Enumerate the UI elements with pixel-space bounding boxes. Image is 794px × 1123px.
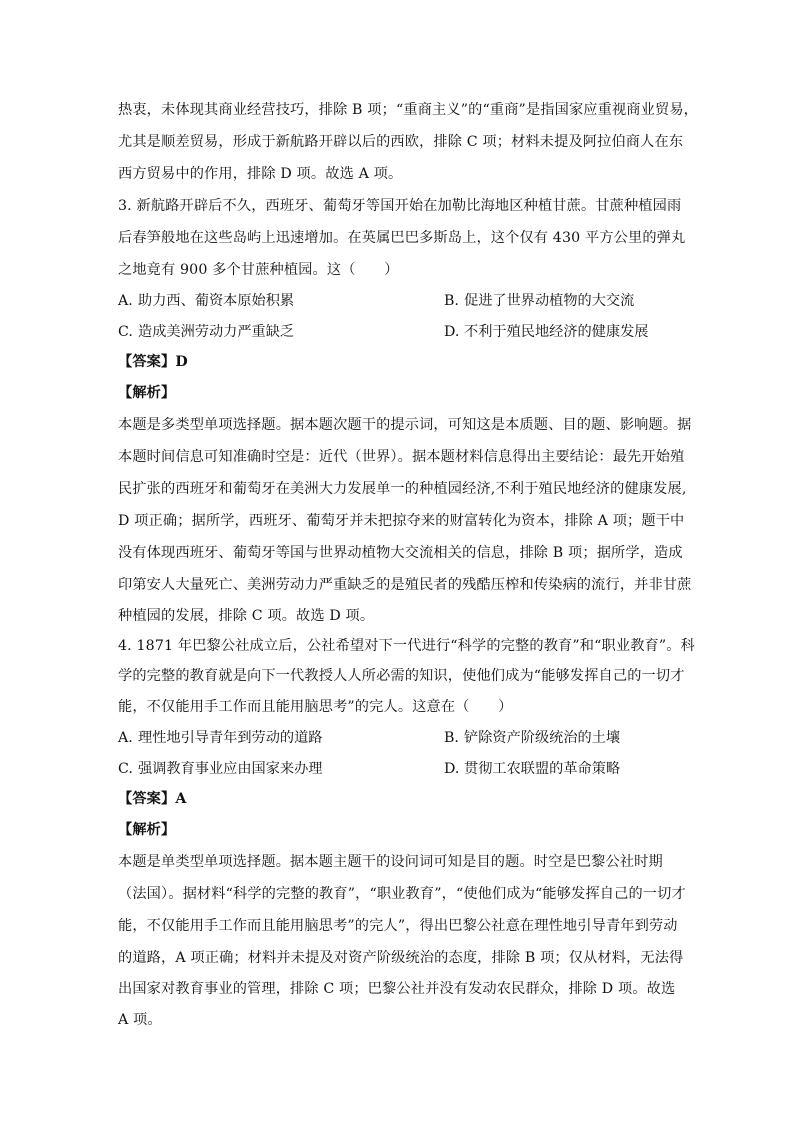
question-4-analysis: 的道路，A 项正确；材料并未提及对资产阶级统治的态度，排除 B 项；仅从材料，无法得 (118, 950, 684, 966)
question-3-analysis: 没有体现西班牙、葡萄牙等国与世界动植物大交流相关的信息，排除 B 项；据所学，造成 (118, 545, 683, 561)
option-text: 促进了世界动植物的大交流 (464, 293, 635, 309)
question-4-stem: 学的完整的教育就是向下一代教授人人所必需的知识，使他们成为“能够发挥自己的一切才 (118, 668, 685, 684)
question-3-stem: 之地竟有 900 多个甘蔗种植园。这（ ） (118, 262, 399, 278)
option-text: 助力西、葡资本原始积累 (138, 293, 295, 309)
question-3-analysis-label: 【解析】 (118, 385, 176, 401)
question-3-analysis: D 项正确；据所学，西班牙、葡萄牙并未把掠夺来的财富转化为资本，排除 A 项；题干中 (118, 513, 685, 529)
question-3-option-c (118, 322, 294, 342)
question-3-stem: 3. 新航路开辟后不久，西班牙、葡萄牙等国开始在加勒比海地区种植甘蔗。甘蔗种植园雨 (118, 198, 682, 214)
question-4-analysis: A 项。 (118, 1012, 162, 1028)
option-text: 铲除资产阶级统治的土壤 (464, 730, 621, 746)
question-3-stem: 后春笋般地在这些岛屿上迅速增加。在英属巴巴多斯岛上，这个仅有 430 平方公里的弹丸 (118, 230, 686, 246)
question-4-option-a (118, 728, 322, 748)
question-4-analysis: （法国）。据材料“科学的完整的教育”，“职业教育”，“使他们成为“能够发挥自己的一切才 (118, 886, 686, 902)
text-line: 尤其是顺差贸易，形成于新航路开辟以后的西欧，排除 C 项；材料未提及阿拉伯商人在东 (118, 134, 684, 150)
question-4-option-c (118, 759, 322, 779)
question-4-stem: 4. 1871 年巴黎公社成立后，公社希望对下一代进行“科学的完整的教育”和“职业教育”。科 (118, 638, 695, 654)
question-4-option-d (444, 759, 620, 779)
option-key: C. (118, 761, 133, 777)
option-text: 强调教育事业应由国家来办理 (138, 761, 323, 777)
question-4-option-b (444, 728, 620, 748)
option-key: D. (444, 761, 460, 777)
option-text: 造成美洲劳动力严重缺乏 (138, 324, 295, 340)
question-3-option-b (444, 291, 634, 311)
question-3-analysis: 本题时间信息可知准确时空是：近代（世界）。据本题材料信息得出主要结论：最先开始殖 (118, 449, 685, 465)
option-text: 理性地引导青年到劳动的道路 (138, 730, 323, 746)
option-key: D. (444, 324, 460, 340)
question-4-analysis-label: 【解析】 (118, 822, 176, 838)
question-3-answer: 【答案】D (118, 354, 188, 370)
question-3-option-d (444, 322, 648, 342)
option-key: A. (118, 293, 133, 309)
question-4-analysis: 能，不仅能用手工作而且能用脑思考”的完人”，得出巴黎公社意在理性地引导青年到劳动 (118, 918, 678, 934)
question-3-analysis: 民扩张的西班牙和葡萄牙在美洲大力发展单一的种植园经济,不利于殖民地经济的健康发展, (118, 481, 687, 497)
question-4-analysis: 本题是单类型单项选择题。据本题主题干的设问词可知是目的题。时空是巴黎公社时期 (118, 854, 663, 870)
option-key: B. (444, 293, 459, 309)
question-3-analysis: 本题是多类型单项选择题。据本题次题干的提示词，可知这是本质题、目的题、影响题。据 (118, 417, 692, 433)
question-4-analysis: 出国家对教育事业的管理，排除 C 项；巴黎公社并没有发动农民群众，排除 D 项。故选 (118, 981, 676, 997)
question-4-answer: 【答案】A (118, 791, 187, 807)
question-3-option-a (118, 291, 294, 311)
option-text: 不利于殖民地经济的健康发展 (464, 324, 649, 340)
text-line: 西方贸易中的作用，排除 D 项。故选 A 项。 (118, 166, 403, 182)
option-key: A. (118, 730, 133, 746)
option-text: 贯彻工农联盟的革命策略 (464, 761, 621, 777)
option-key: B. (444, 730, 459, 746)
text-line: 热衷，未体现其商业经营技巧，排除 B 项；“重商主义”的“重商”是指国家应重视商业贸易， (118, 102, 698, 118)
option-key: C. (118, 324, 133, 340)
question-3-analysis: 印第安人大量死亡、美洲劳动力严重缺乏的是殖民者的残酷压榨和传染病的流行，并非甘蔗 (118, 577, 692, 593)
question-3-analysis: 种植园的发展，排除 C 项。故选 D 项。 (118, 608, 375, 624)
question-4-stem: 能，不仅能用手工作而且能用脑思考”的完人。这意在（ ） (118, 699, 513, 715)
